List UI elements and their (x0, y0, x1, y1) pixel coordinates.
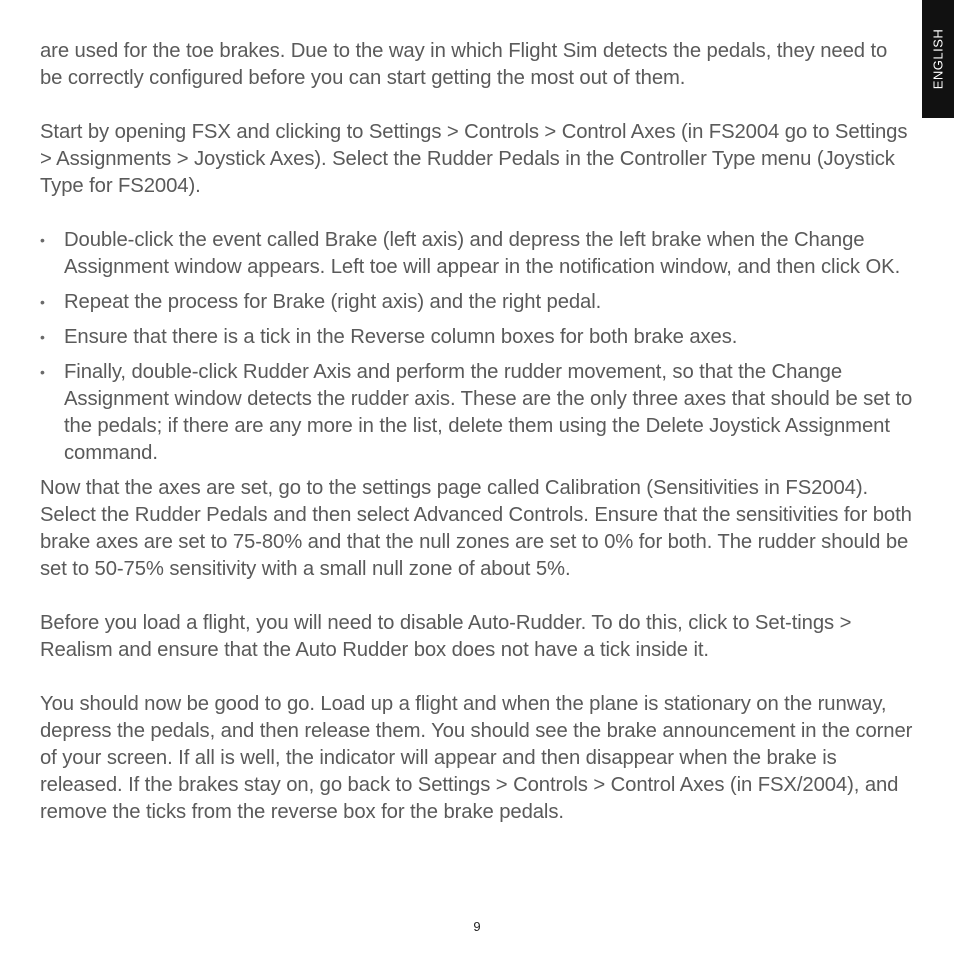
paragraph-intro: are used for the toe brakes. Due to the way in which Flight Sim detects the pedals, they need to be correctly configured before you can start getting the most out of them. (40, 40, 888, 89)
list-item-text: Repeat the process for Brake (right axis) and the right pedal. (64, 291, 602, 313)
list-item (40, 359, 914, 467)
bullet-icon: • (40, 294, 45, 310)
list-item (40, 324, 914, 351)
list-item (40, 227, 914, 281)
paragraph-start: Start by opening FSX and clicking to Settings > Controls > Control Axes (in FS2004 go to Settings > Assignments > Joystick Axes). Select the Rudder Pedals in the Controller Type menu (Joystick Type for FS2004). (40, 121, 908, 197)
paragraph-final: You should now be good to go. Load up a flight and when the plane is stationary on the runway, depress the pedals, and then release them. You should see the brake announcement in the corner of your screen. If all is well, the indicator will appear and then disappear when the brake is released. If the brakes stay on, go back to Settings > Controls > Control Axes (in FSX/2004), and remove the ticks from the reverse box for the brake pedals. (40, 693, 913, 823)
list-item (40, 289, 914, 316)
paragraph-auto-rudder: Before you load a flight, you will need to disable Auto-Rudder. To do this, click to Set-tings > Realism and ensure that the Auto Rudder box does not have a tick inside it. (40, 612, 852, 661)
paragraph-calibration: Now that the axes are set, go to the settings page called Calibration (Sensitivities in FS2004). Select the Rudder Pedals and then select Advanced Controls. Ensure that the sensitivities for both brake axes are set to 75-80% and that the null zones are set to 0% for both. The rudder should be set to 50-75% sensitivity with a small null zone of about 5%. (40, 477, 912, 580)
instruction-list (40, 227, 914, 467)
bullet-icon: • (40, 364, 45, 380)
page-number: 9 (473, 919, 481, 934)
list-item-text: Ensure that there is a tick in the Reverse column boxes for both brake axes. (64, 326, 738, 348)
list-item-text: Finally, double-click Rudder Axis and perform the rudder movement, so that the Change Assignment window detects the rudder axis. These are the only three axes that should be set to the pedals; if there are any more in the list, delete them using the Delete Joystick Assignment command. (64, 361, 913, 464)
language-tab-label: ENGLISH (930, 28, 946, 90)
bullet-icon: • (40, 329, 45, 345)
list-item-text: Double-click the event called Brake (left axis) and depress the left brake when the Change Assignment window appears. Left toe will appear in the notification window, and then click OK. (64, 229, 901, 278)
document-body (40, 38, 914, 826)
bullet-icon: • (40, 232, 45, 248)
language-tab (922, 0, 954, 118)
